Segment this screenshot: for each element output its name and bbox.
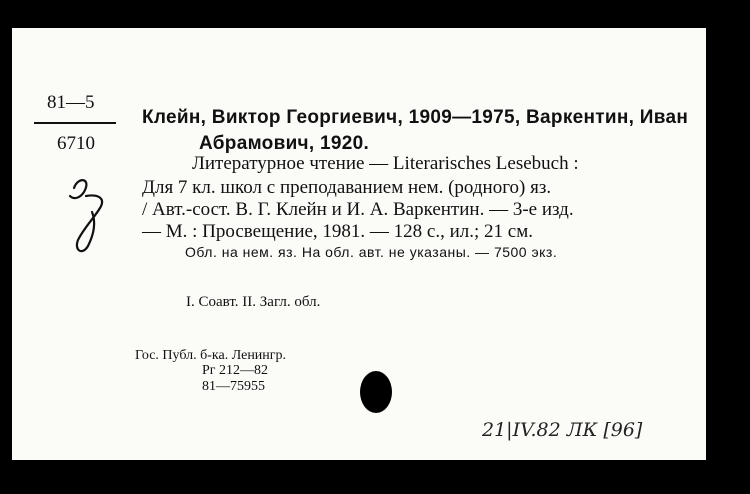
heading-authors-cont: Абрамович, 1920. — [199, 133, 370, 154]
catalog-card — [12, 28, 706, 460]
imprint-line: — М. : Просвещение, 1981. — 128 с., ил.; 21 см. — [142, 221, 533, 242]
description-line-2: Для 7 кл. школ с преподаванием нем. (родного) яз. — [142, 177, 552, 198]
library-name: Гос. Публ. б-ка. Ленингр. — [135, 348, 287, 363]
handwritten-date: 21|IV.82 ЛК [96] — [482, 419, 643, 441]
note-line: Обл. на нем. яз. На обл. авт. не указаны. — 7500 экз. — [185, 244, 558, 260]
punch-hole — [360, 371, 392, 413]
classification-bottom: 6710 — [57, 133, 95, 154]
tracing-line: I. Соавт. II. Загл. обл. — [186, 294, 321, 310]
classification-top: 81—5 — [47, 92, 95, 113]
handwritten-mark — [56, 166, 116, 261]
card-number: 81—75955 — [202, 379, 265, 394]
description-line-3: / Авт.-сост. В. Г. Клейн и И. А. Варкентин. — 3-е изд. — [142, 199, 574, 220]
classification-divider — [34, 122, 116, 124]
heading-authors: Клейн, Виктор Георгиевич, 1909—1975, Варкентин, Иван — [142, 107, 689, 128]
title-line: Литературное чтение — Literarisches Lesebuch : — [192, 153, 579, 174]
registration-number: Рг 212—82 — [202, 363, 269, 378]
